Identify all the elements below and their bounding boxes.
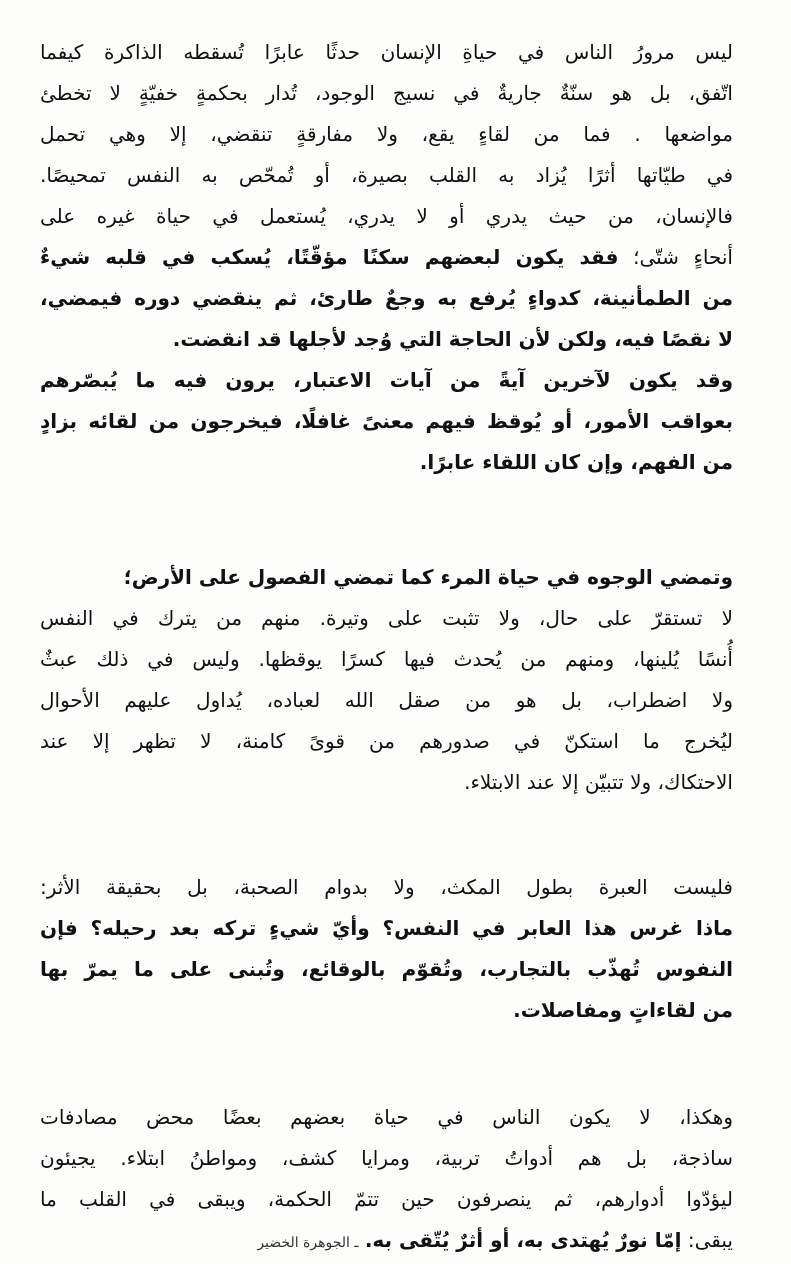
text-line: في طيّاتها أثرًا يُزاد به القلب بصيرة، أو تُمحّص به النفس تمحيصًا. (40, 163, 733, 187)
text-line: فالإنسان، من حيث يدري أو لا يدري، يُستعمل في حياة غيره على (40, 204, 733, 228)
text-line: وتمضي الوجوه في حياة المرء كما تمضي الفصول على الأرض؛ (123, 565, 733, 589)
text-line: ليس مرورُ الناس في حياةِ الإنسان حدثًا عابرًا تُسقطه الذاكرة كيفما (40, 40, 733, 64)
plain-run: أنحاءٍ شتّى؛ (618, 245, 733, 269)
paragraph-gap (40, 1031, 733, 1097)
text-line: الاحتكاك، ولا تتبيّن إلا عند الابتلاء. (464, 770, 733, 794)
text-line: وهكذا، لا يكون الناس في حياة بعضهم بعضًا محض مصادفات (40, 1105, 733, 1129)
text-line: ليُخرج ما استكنّ في صدورهم من قوىً كامنة، لا تظهر إلا عند (40, 729, 733, 753)
text-line: اتّفق، بل هو سنّةٌ جاريةٌ في نسيج الوجود، تُدار بحكمةٍ خفيّةٍ لا تخطئ (40, 81, 733, 105)
paragraph-2 (40, 557, 733, 803)
text-line: لا تستقرّ على حال، ولا تثبت على وتيرة. منهم من يترك في النفس (40, 606, 733, 630)
text-line: مواضعها . فما من لقاءٍ يقع، ولا مفارقةٍ تنقضي، إلا وهي تحمل (40, 122, 733, 146)
text-line: ماذا غرس هذا العابر في النفس؟ وأيّ شيءٍ تركه بعد رحيله؟ فإن (40, 916, 733, 940)
text-line: من لقاءاتٍ ومفاصلات. (513, 998, 733, 1022)
paragraph-gap (40, 803, 733, 867)
text-line: بعواقب الأمور، أو يُوقظ فيهم معنىً غافلًا، فيخرجون من لقائه بزادٍ (40, 409, 733, 433)
text-line: لا نقصًا فيه، ولكن لأن الحاجة التي وُجد لأجلها قد انقضت. (172, 327, 733, 351)
text-line: فليست العبرة بطول المكث، ولا بدوام الصحبة، بل بحقيقة الأثر: (40, 875, 733, 899)
author-signature: ـ الجوهرة الخضير (257, 1235, 359, 1251)
text-line: ساذجة، بل هم أدواتُ تربية، ومرايا كشف، ومواطنُ ابتلاء. يجيئون (40, 1146, 733, 1170)
text-line: ولا اضطراب، بل هو من صقل الله لعباده، يُداول عليهم الأحوال (40, 688, 733, 712)
text-line: وقد يكون لآخرين آيةً من آيات الاعتبار، يرون فيه ما يُبصّرهم (40, 368, 733, 392)
text-line-mixed (40, 237, 733, 278)
text-line: النفوس تُهذّب بالتجارب، وتُقوّم بالوقائع، وتُبنى على ما يمرّ بها (40, 957, 733, 981)
bold-run: إمّا نورٌ يُهتدى به، أو أثرٌ يُتّقى به. (364, 1228, 682, 1252)
plain-run: يبقى: (681, 1228, 733, 1252)
paragraph-4 (40, 1097, 733, 1261)
paragraph-3 (40, 867, 733, 1031)
closing-line (40, 1220, 733, 1261)
text-line: ليؤدّوا أدوارهم، ثم ينصرفون حين تتمّ الحكمة، ويبقى في القلب ما (40, 1187, 733, 1211)
paragraph-1 (40, 32, 733, 483)
text-line: أُنسًا يُلينها، ومنهم من يُحدث فيها كسرًا يوقظها. وليس في ذلك عبثٌ (40, 647, 733, 671)
text-line: من الفهم، وإن كان اللقاء عابرًا. (419, 450, 733, 474)
paragraph-gap (40, 483, 733, 557)
text-line: من الطمأنينة، كدواءٍ يُرفع به وجعٌ طارئ، ثم ينقضي دوره فيمضي، (40, 286, 733, 310)
bold-run: فقد يكون لبعضهم سكنًا مؤقّتًا، يُسكب في قلبه شيءٌ (40, 245, 619, 269)
